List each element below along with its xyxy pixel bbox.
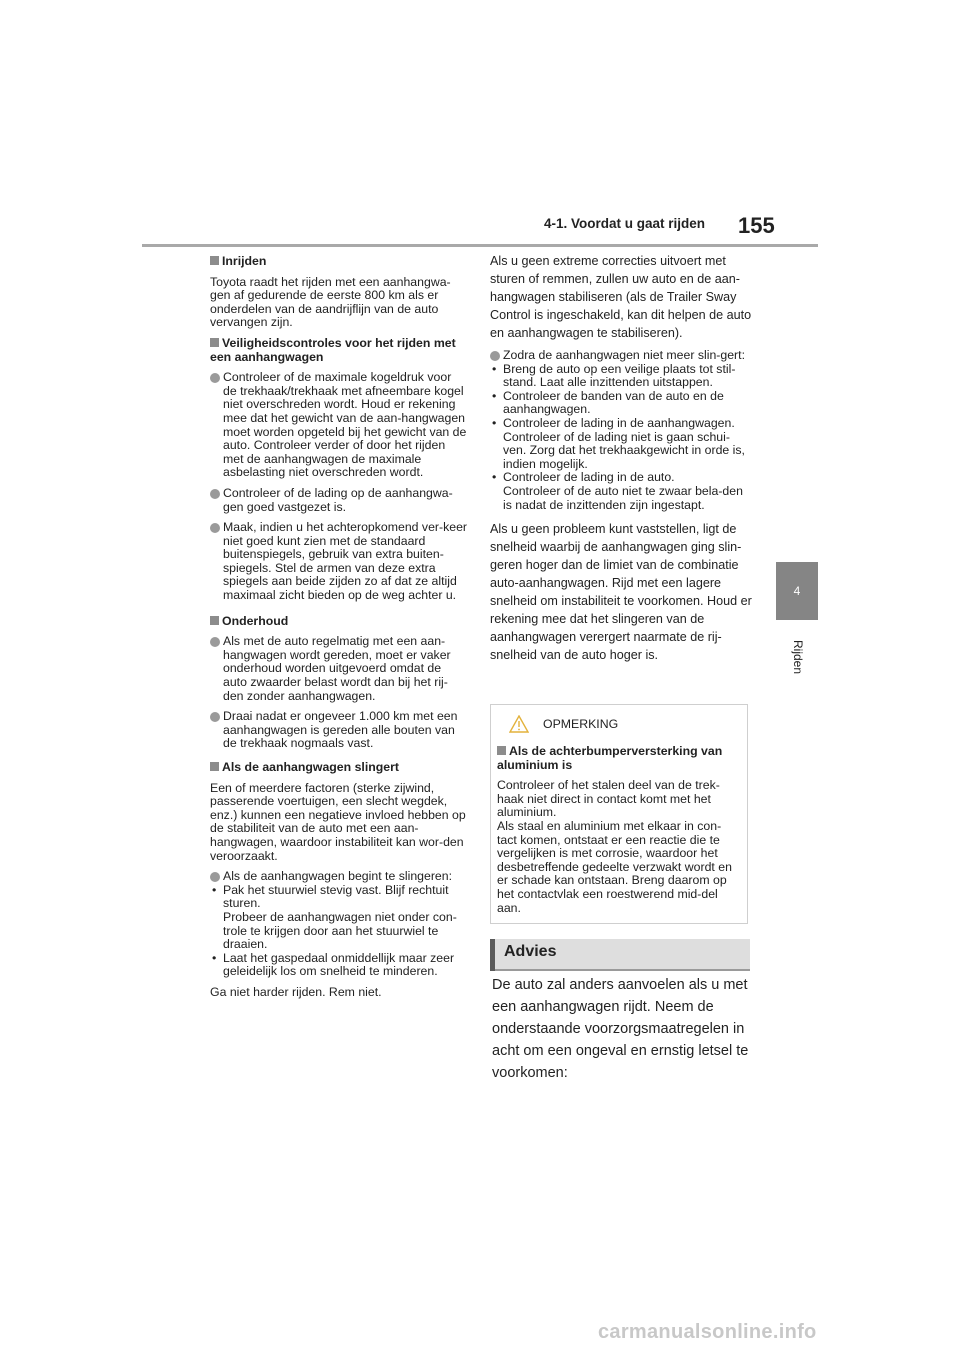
note-title: OPMERKING [497,715,739,733]
warning-icon [509,715,529,733]
list-item: • Controleer de banden van de auto en de aanhangwagen. [490,390,752,417]
square-icon [210,338,219,347]
bullet-icon [210,523,220,533]
advice-title: Advies [504,943,557,960]
chapter-number: 4 [793,584,801,598]
bullet-icon [210,872,220,882]
bullet-icon [210,373,220,383]
bullet-item: Controleer of de maximale kogeldruk voor de trekhaak/trekhaak met afneembare kogel niet overschreden wordt. Houd er rekening mee dat het gewicht van de aan-hangwagen moet worden opgeteld bij het gewicht van de auto. Controleer verder of door het rijden met de aanhangwagen de maximale asbelasting niet overschreden wordt. [210,371,468,480]
section-title: 4-1. Voordat u gaat rijden [544,216,706,231]
dash-list [210,884,468,979]
dash-list [490,363,752,513]
paragraph: Ga niet harder rijden. Rem niet. [210,984,382,999]
heading-onderhoud: Onderhoud [210,615,468,629]
list-item: • Breng de auto op een veilige plaats tot stil-stand. Laat alle inzittenden uitstappen. [490,363,752,390]
square-icon [210,762,219,771]
chapter-tab [776,562,818,620]
left-column [210,255,468,1007]
bullet-icon [210,712,220,722]
advice-header [490,939,750,971]
note-paragraph: Controleer of het stalen deel van de trek-haak niet direct in contact komt met het aluminium. [497,778,720,820]
note-box [490,704,748,924]
right-column [490,252,752,671]
note-content [497,745,739,915]
note-heading: Als de achterbumperversterking van aluminium is [497,744,723,772]
advice-bar [490,939,495,971]
square-icon [210,616,219,625]
bullet-item: Controleer of de lading op de aanhangwa-gen goed vastgezet is. [210,487,468,514]
list-item: • Laat het gaspedaal onmiddellijk maar zeer geleidelijk los om snelheid te minderen. [210,952,468,979]
advice-text: De auto zal anders aanvoelen als u met een aanhangwagen rijdt. Neem de onderstaande voorzorgsmaatregelen in acht om een ongeval en ernstig letsel te voorkomen: [492,977,749,1081]
chapter-label: Rijden [791,639,805,675]
heading-veiligheidscontroles: Veiligheidscontroles voor het rijden met een aanhangwagen [210,335,456,364]
bullet-icon [210,637,220,647]
heading-slingert: Als de aanhangwagen slingert [210,761,468,775]
bullet-item: Draai nadat er ongeveer 1.000 km met een aanhangwagen is gereden alle bouten van de trekhaak nogmaals vast. [210,710,468,751]
header-rule [142,244,818,247]
paragraph: Als u geen probleem kunt vaststellen, ligt de snelheid waarbij de aanhangwagen ging slin-geren hoger dan de limiet van de combinatie auto-aanhangwagen. Rijd met een lagere snelheid om instabiliteit te voorkomen. Houd er rekening mee dat het slingeren van de aanhangwagen verergert naarmate de rij-snelheid van de auto hoger is. [490,522,752,663]
bullet-item: Zodra de aanhangwagen niet meer slin-gert: [490,349,752,363]
watermark: carmanualsonline.info [598,1321,817,1343]
page-number: 155 [738,213,775,238]
note-paragraph: Als staal en aluminium met elkaar in con-tact komen, ontstaat er een reactie die te vergelijken is met corrosie, waardoor het desbetreffende gedeelte verzwakt wordt en er schade kan ontstaan. Breng daarom op het contactvlak een roestwerend mid-del aan. [497,818,732,915]
list-item: • Controleer de lading in de aanhangwagen. Controleer of de lading niet is gaan schui-ven. Zorg dat het trekhaakgewicht in orde is, indien mogelijk. [490,417,752,471]
paragraph: Als u geen extreme correcties uitvoert met sturen of remmen, zullen uw auto en de aan-hangwagen stabiliseren (als de Trailer Sway Control is ingeschakeld, kan dit helpen de auto en aanhangwagen te stabiliseren). [490,254,752,340]
bullet-item: Als met de auto regelmatig met een aan-hangwagen wordt gereden, moet er vaker onderhoud worden uitgevoerd omdat de auto zwaarder belast wordt dan bij het rij-den zonder aanhangwagen. [210,635,468,703]
bullet-icon [490,351,500,361]
bullet-icon [210,489,220,499]
square-icon [210,256,219,265]
paragraph: Toyota raadt het rijden met een aanhangwa-gen af gedurende de eerste 800 km als er onderdelen van de aandrijflijn van de auto vervangen zijn. [210,274,451,330]
list-item: • Pak het stuurwiel stevig vast. Blijf rechtuit sturen. Probeer de aanhangwagen niet onder con-trole te krijgen door aan het stuurwiel te draaien. [210,884,468,952]
heading-inrijden: Inrijden [210,255,468,269]
bullet-item: Maak, indien u het achteropkomend ver-keer niet goed kunt zien met de standaard buitenspiegels, gebruik van extra buiten-spiegels. Stel de armen van deze extra spiegels aan beide zijden zo af dat ze altijd maximaal zicht bieden op de weg achter u. [210,521,468,603]
square-icon [497,746,506,755]
list-item: • Controleer de lading in de auto. Controleer of de auto niet te zwaar bela-den is nadat de inzittenden zijn ingestapt. [490,471,752,512]
paragraph: Een of meerdere factoren (sterke zijwind, passerende voertuigen, een slecht wegdek, enz.) kunnen een negatieve invloed hebben op de stabiliteit van de auto met een aan-hangwagen, waardoor instabiliteit kan wor-den veroorzaakt. [210,780,466,863]
bullet-item: Als de aanhangwagen begint te slingeren: [210,870,468,884]
